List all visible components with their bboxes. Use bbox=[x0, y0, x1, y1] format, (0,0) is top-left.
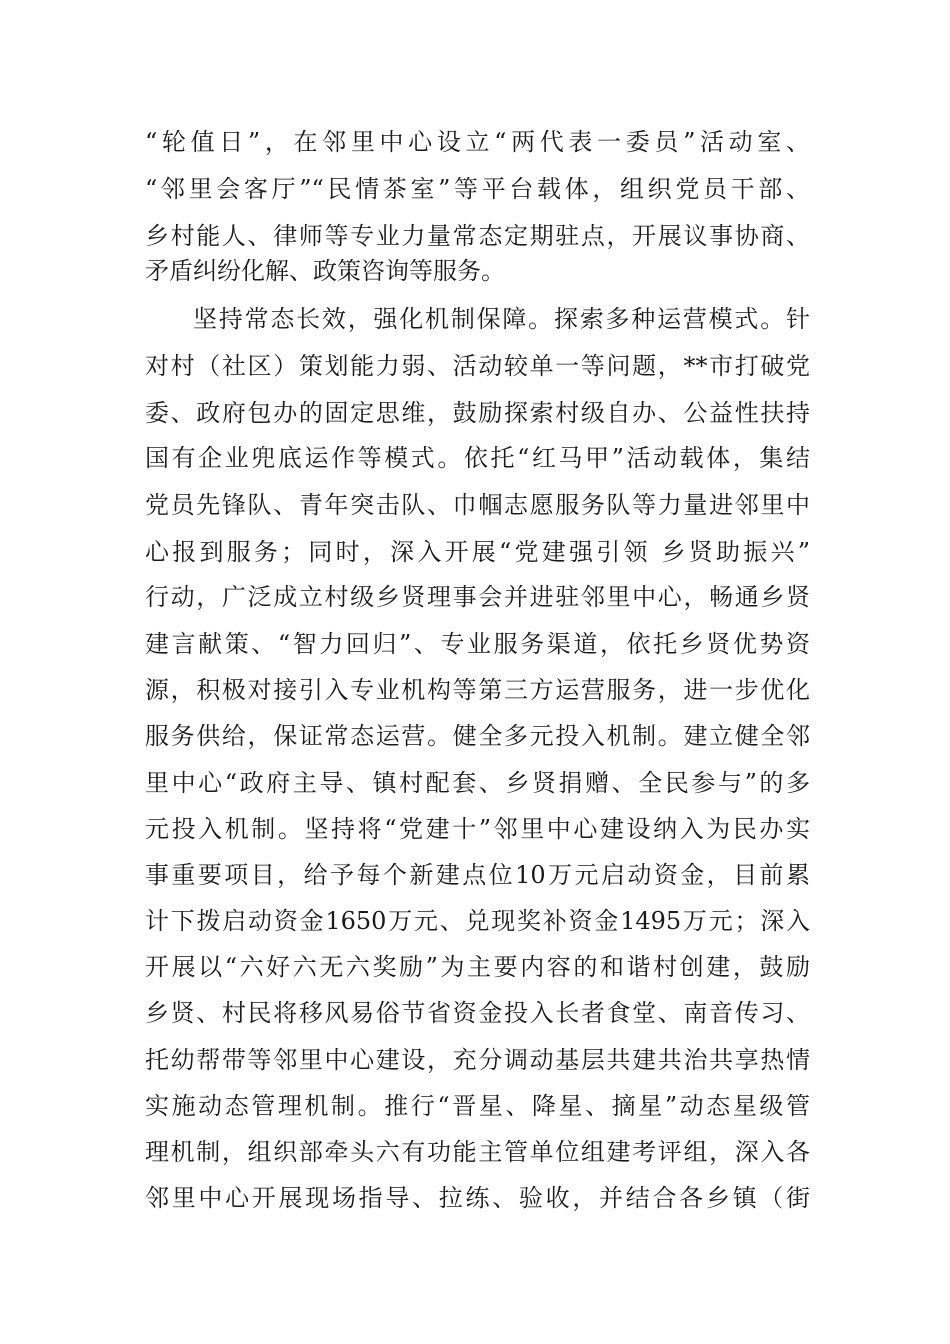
paragraph2-line: 委、政府包办的固定思维，鼓励探索村级自办、公益性扶持 bbox=[145, 399, 810, 427]
paragraph2-line: 计下拨启动资金1650万元、兑现奖补资金1495万元；深入 bbox=[145, 907, 810, 935]
paragraph2-line: 开展以“六好六无六奖励”为主要内容的和谐村创建，鼓励 bbox=[145, 953, 810, 981]
paragraph2-line: 托幼帮带等邻里中心建设，充分调动基层共建共治共享热情 bbox=[145, 1046, 810, 1074]
paragraph1-line: 乡村能人、律师等专业力量常态定期驻点，开展议事协商、 bbox=[145, 222, 810, 250]
paragraph2-line: 对村（社区）策划能力弱、活动较单一等问题，**市打破党 bbox=[145, 352, 810, 380]
paragraph2-line: 服务供给，保证常态运营。健全多元投入机制。建立健全邻 bbox=[145, 722, 810, 750]
paragraph2-line: 国有企业兜底运作等模式。依托“红马甲”活动载体，集结 bbox=[145, 444, 810, 472]
paragraph2-line: 建言献策、“智力回归”、专业服务渠道，依托乡贤优势资 bbox=[145, 630, 810, 658]
paragraph2-line: 源，积极对接引入专业机构等第三方运营服务，进一步优化 bbox=[145, 676, 810, 704]
paragraph2-line: 实施动态管理机制。推行“晋星、降星、摘星”动态星级管 bbox=[145, 1092, 810, 1120]
paragraph2-line: 心报到服务；同时，深入开展“党建强引领 乡贤助振兴” bbox=[145, 538, 810, 566]
paragraph2-line: 里中心“政府主导、镇村配套、乡贤捐赠、全民参与”的多 bbox=[145, 769, 810, 797]
paragraph2-line: 元投入机制。坚持将“党建十”邻里中心建设纳入为民办实 bbox=[145, 815, 810, 843]
paragraph2-line: 理机制，组织部牵头六有功能主管单位组建考评组，深入各 bbox=[145, 1138, 810, 1166]
paragraph2-line: 党员先锋队、青年突击队、巾帼志愿服务队等力量进邻里中 bbox=[145, 491, 810, 519]
paragraph2-line: 邻里中心开展现场指导、拉练、验收，并结合各乡镇（街 bbox=[145, 1184, 810, 1212]
paragraph1-line: “轮值日”，在邻里中心设立“两代表一委员”活动室、 bbox=[145, 128, 810, 156]
paragraph2-line: 乡贤、村民将移风易俗节省资金投入长者食堂、南音传习、 bbox=[145, 999, 810, 1027]
paragraph1-line: 矛盾纠纷化解、政策咨询等服务。 bbox=[145, 257, 505, 285]
paragraph2-line: 事重要项目，给予每个新建点位10万元启动资金，目前累 bbox=[145, 861, 810, 889]
paragraph1-line: “邻里会客厅”“民情茶室”等平台载体，组织党员干部、 bbox=[145, 175, 810, 203]
paragraph2-line: 坚持常态长效，强化机制保障。探索多种运营模式。针 bbox=[193, 305, 810, 333]
paragraph2-line: 行动，广泛成立村级乡贤理事会并进驻邻里中心，畅通乡贤 bbox=[145, 583, 810, 611]
